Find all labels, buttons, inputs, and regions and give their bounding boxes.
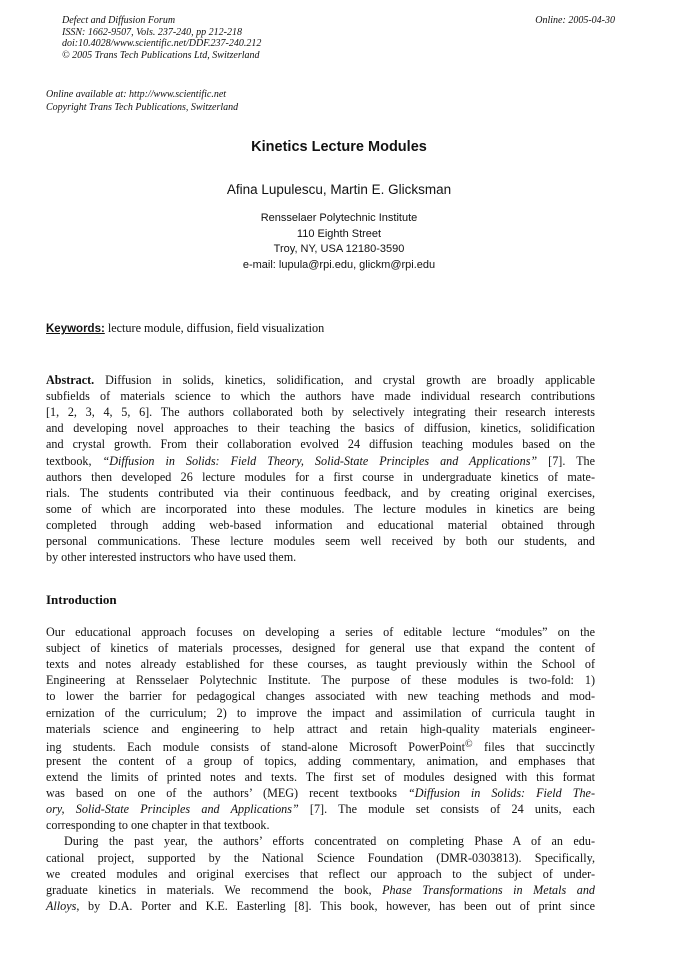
- paper-authors: Afina Lupulescu, Martin E. Glicksman: [226, 182, 452, 197]
- intro-line: we created modules and original exercises that reflect our approach to the subject of under-: [46, 866, 595, 881]
- intro-line: [46, 801, 595, 817]
- abstract-text: Diffusion in solids, kinetics, solidification, and crystal growth are broadly applicable: [105, 373, 595, 387]
- book-title: ory, Solid-State Principles and Applications”: [46, 802, 299, 817]
- intro-line: ernization of the curriculum; 2) to improve the impact and assimilation of curricula taught in: [46, 705, 595, 720]
- abstract-line: completed through adding web-based information and educational material obtained through: [46, 517, 595, 532]
- intro-line: to lower the barrier for pedagogical changes associated with new teaching methods and mod-: [46, 689, 595, 704]
- book-title: “Diffusion in Solids: Field The-: [407, 786, 595, 801]
- abstract: [46, 372, 595, 565]
- intro-line: present the content of a group of topics, adding commentary, animation, and emphases that: [46, 753, 595, 768]
- book-title: Alloys: [46, 898, 77, 913]
- journal-name: Defect and Diffusion Forum: [62, 15, 176, 26]
- affiliation-street: 110 Eighth Street: [296, 227, 382, 240]
- abstract-text: textbook,: [46, 453, 103, 468]
- keywords-text: lecture module, diffusion, field visualization: [107, 321, 325, 335]
- availability-copyright: Copyright Trans Tech Publications, Switzerland: [46, 102, 239, 113]
- intro-line: extend the limits of printed notes and texts. The first set of modules designed with this format: [46, 769, 595, 784]
- keywords: [46, 321, 324, 336]
- keywords-label: Keywords:: [46, 323, 105, 335]
- book-title: “Diffusion in Solids: Field Theory, Solid-State Principles and Applications”: [102, 453, 538, 468]
- book-title: Phase Transformations in Metals and: [382, 882, 595, 897]
- abstract-label: Abstract.: [46, 373, 95, 387]
- abstract-line: personal communications. These lecture modules seem well received by both our students, and: [46, 534, 595, 549]
- intro-text: graduate kinetics in materials. We recommend the book,: [46, 882, 383, 897]
- intro-line: [46, 737, 595, 753]
- journal-header: [62, 15, 261, 61]
- abstract-text: [7]. The: [537, 453, 596, 468]
- introduction-body: [46, 624, 595, 914]
- intro-line: materials science and engineering to help attract and retain high-quality materials engineer-: [46, 721, 595, 736]
- section-heading: Introduction: [46, 592, 117, 607]
- abstract-line: authors then developed 26 lecture modules for a first course in undergraduate kinetics of mate-: [46, 469, 595, 484]
- paper-title: Kinetics Lecture Modules: [251, 139, 427, 155]
- intro-line: [46, 898, 595, 914]
- intro-line: [46, 882, 595, 898]
- intro-text: , by D.A. Porter and K.E. Easterling [8]. This book, however, has been out of print since: [76, 898, 595, 913]
- abstract-line: rials. The students contributed via their continuous feedback, and by creating original exercises,: [46, 485, 595, 500]
- copyright-symbol: ©: [464, 738, 473, 750]
- affiliation-email[interactable]: e-mail: lupula@rpi.edu, glickm@rpi.edu: [242, 259, 436, 272]
- intro-text: was based on one of the authors’ (MEG) recent textbooks: [46, 786, 408, 801]
- availability-url[interactable]: Online available at: http://www.scientific.net: [46, 89, 227, 100]
- abstract-line: and developing novel approaches to their teaching the basics of diffusion, kinetics, solidification: [46, 421, 595, 436]
- affiliation-city: Troy, NY, USA 12180-3590: [273, 243, 405, 256]
- journal-issn: ISSN: 1662-9507, Vols. 237-240, pp 212-218: [62, 26, 242, 38]
- abstract-line: by other interested instructors who have used them.: [46, 550, 297, 565]
- abstract-line: some of which are incorporated into these modules. The lecture modules in kinetics are being: [46, 501, 595, 516]
- journal-doi[interactable]: doi:10.4028/www.scientific.net/DDF.237-240.212: [62, 38, 262, 49]
- intro-line: [46, 785, 595, 801]
- abstract-line: [46, 453, 595, 469]
- intro-line: corresponding to one chapter in that textbook.: [46, 818, 270, 833]
- abstract-line: and crystal growth. From their collaboration evolved 24 diffusion teaching modules based on the: [46, 437, 595, 452]
- abstract-line: [1, 2, 3, 4, 5, 6]. The authors collaborated both by selectively integrating their research interests: [46, 405, 595, 420]
- intro-text: ing students. Each module consists of stand-alone Microsoft PowerPoint: [46, 739, 465, 754]
- affiliation-institute: Rensselaer Polytechnic Institute: [260, 212, 418, 224]
- affiliation: [0, 211, 678, 274]
- intro-text: files that succinctly: [472, 739, 596, 754]
- intro-line: texts and notes already established for these courses, as taught previously within the School of: [46, 657, 595, 672]
- intro-line: During the past year, the authors’ efforts concentrated on completing Phase A of an edu-: [64, 834, 595, 849]
- intro-line: Our educational approach focuses on developing a series of editable lecture “modules” on the: [46, 625, 595, 639]
- intro-text: [7]. The module set consists of 24 units, each: [298, 802, 596, 817]
- intro-line: cational project, supported by the National Science Foundation (DMR-0303813). Specifically,: [46, 850, 595, 865]
- abstract-line: subfields of materials science to which the authors have made individual research contributions: [46, 389, 595, 404]
- journal-copyright: © 2005 Trans Tech Publications Ltd, Switzerland: [62, 49, 260, 61]
- online-date: Online: 2005-04-30: [535, 15, 615, 26]
- availability-note: [46, 88, 238, 114]
- abstract-line: [46, 372, 595, 388]
- intro-line: subject of kinetics of materials processes, designed for general use that expand the content of: [46, 641, 595, 656]
- intro-line: Engineering at Rensselaer Polytechnic Institute. The purpose of these modules is two-fold: 1): [46, 673, 595, 688]
